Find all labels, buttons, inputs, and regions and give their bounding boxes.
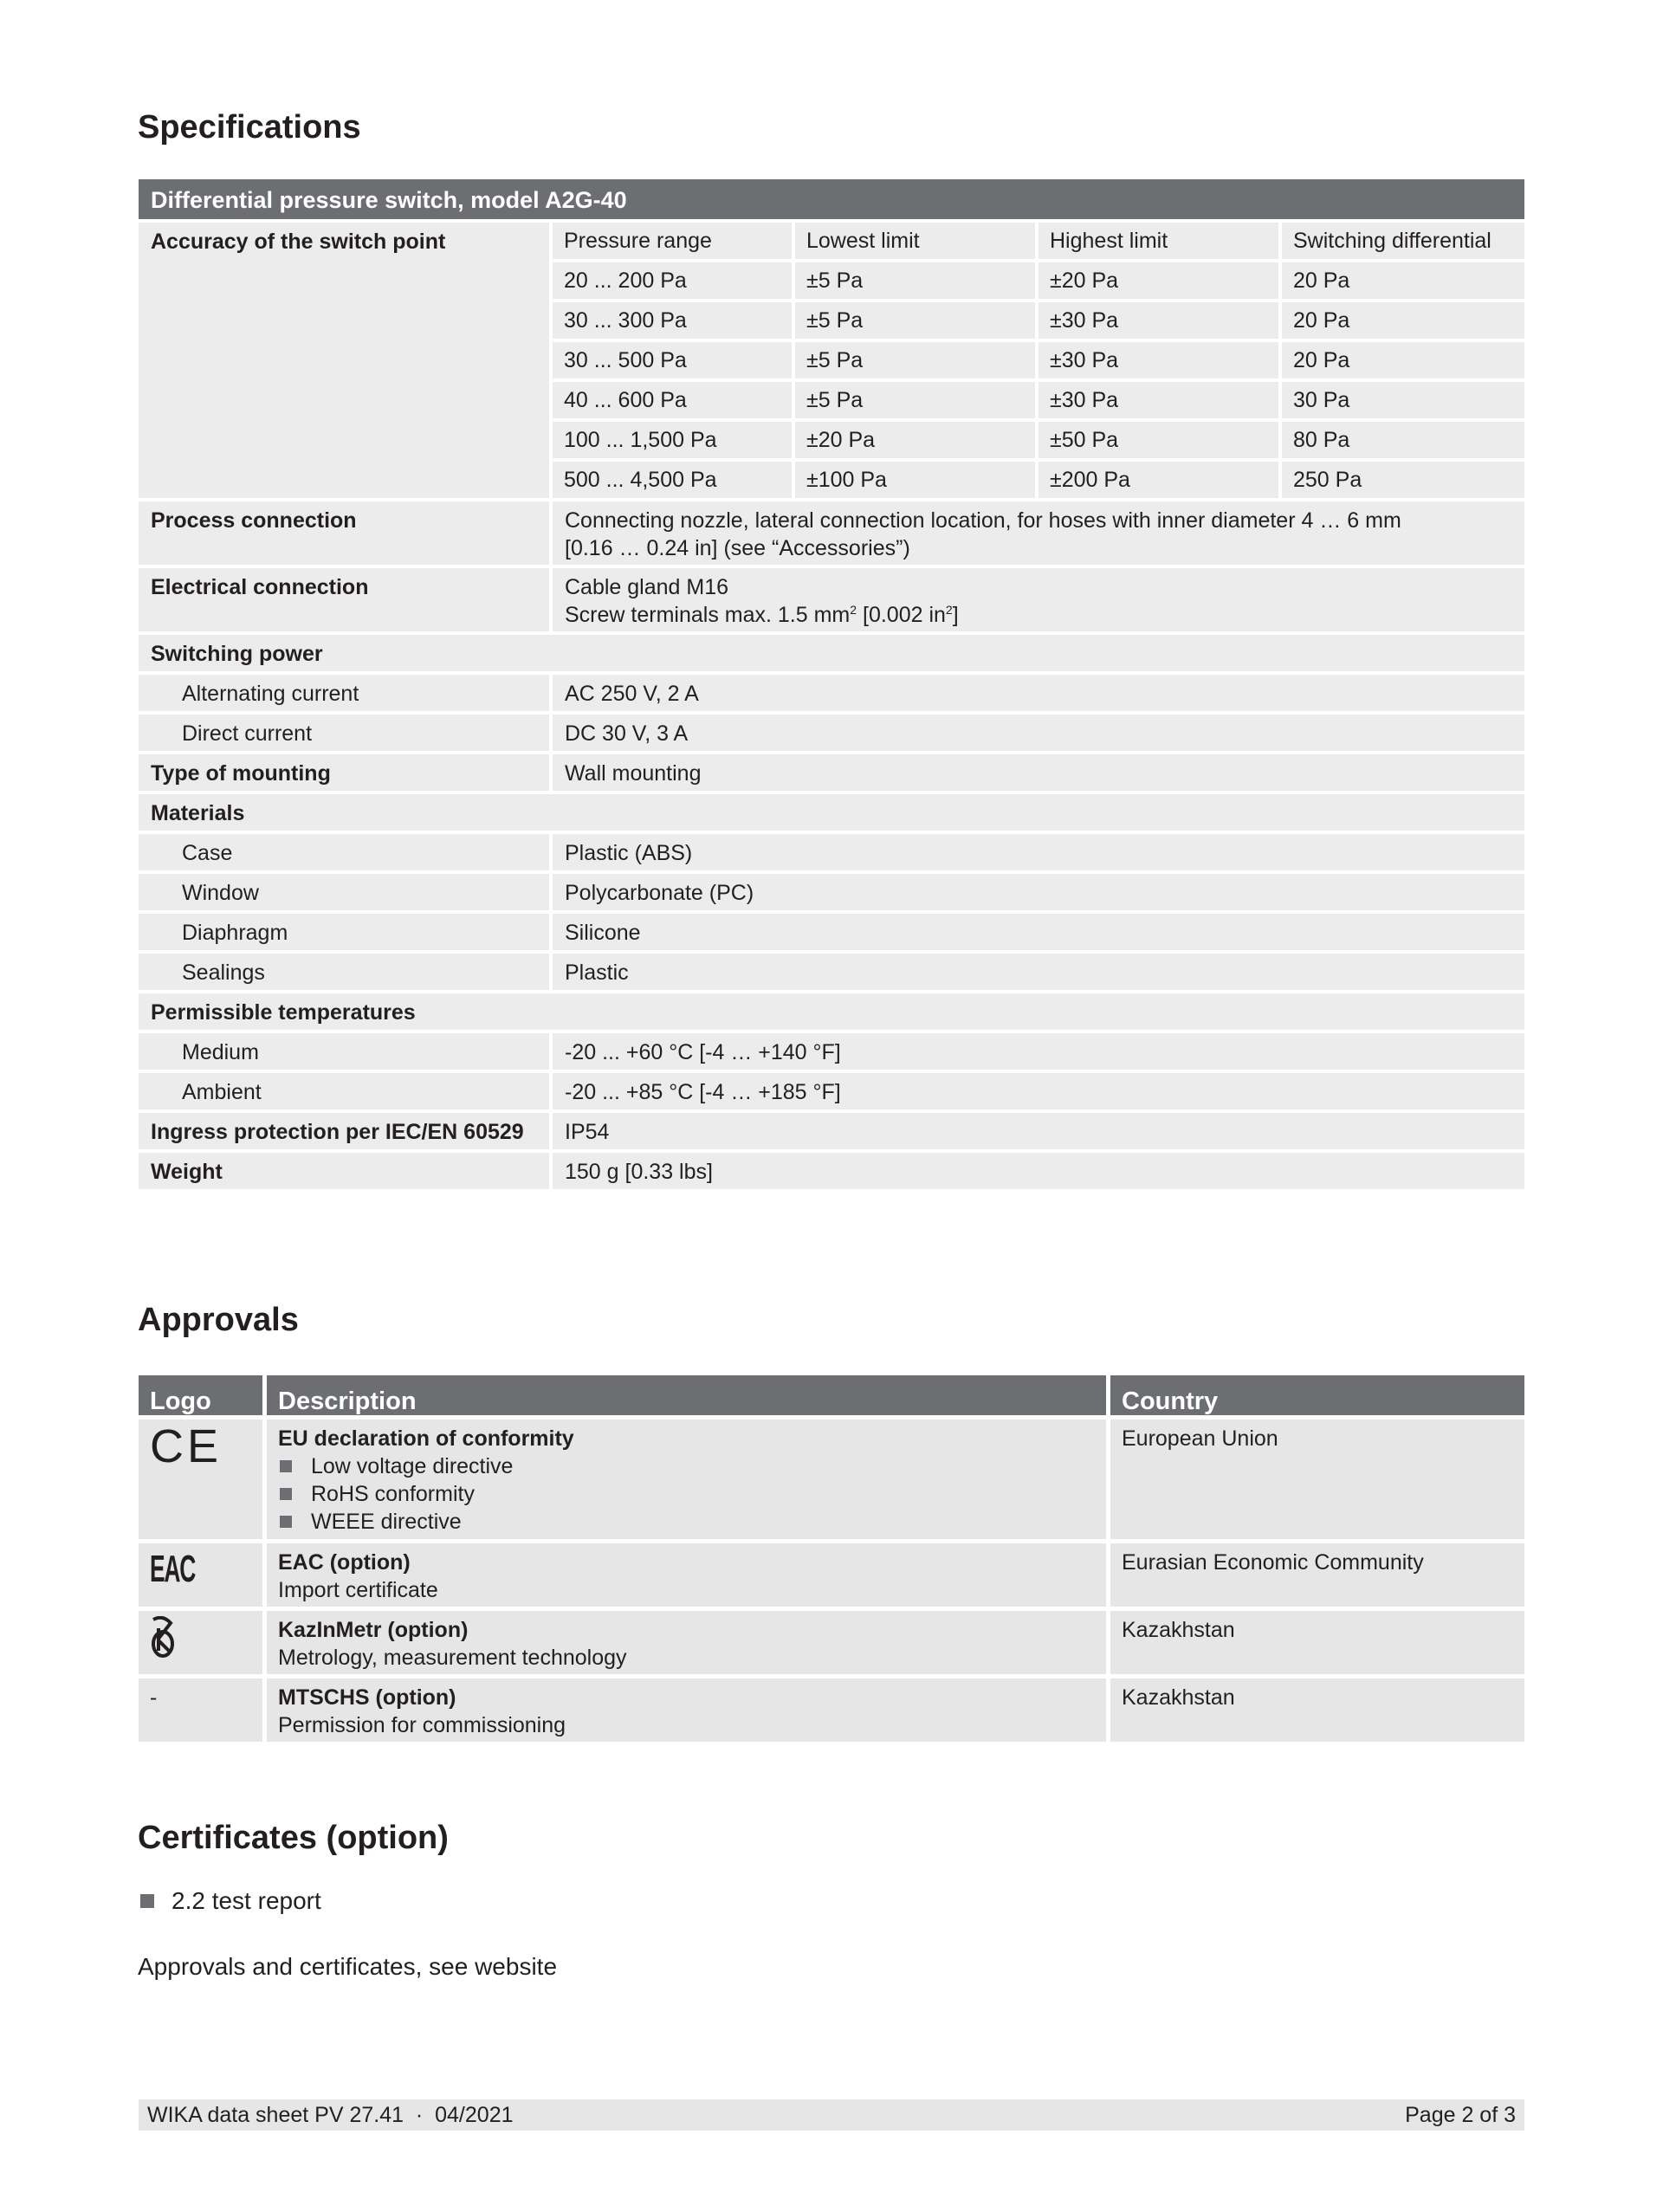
- ambient-temperature-row: [139, 1073, 1524, 1109]
- material-row: [139, 874, 1524, 910]
- bullet-item: [278, 1452, 1095, 1480]
- approval-subtitle: Metrology, measurement technology: [278, 1646, 627, 1670]
- table-row: [553, 262, 1524, 299]
- table-cell: ±30 Pa: [1039, 342, 1278, 378]
- approval-row: [139, 1543, 1524, 1607]
- accuracy-grid: [553, 223, 1524, 498]
- table-cell: ±30 Pa: [1039, 382, 1278, 418]
- table-row: [553, 302, 1524, 339]
- mounting-row: [139, 754, 1524, 791]
- table-cell: 20 Pa: [1282, 342, 1524, 378]
- table-title: Differential pressure switch, model A2G-40: [139, 179, 1524, 219]
- medium-temperature-row: [139, 1033, 1524, 1070]
- electrical-connection-value: [553, 568, 1524, 631]
- materials-label: Materials: [139, 794, 1524, 831]
- material-value: Silicone: [553, 914, 1524, 950]
- approval-title: EU declaration of conformity: [278, 1426, 574, 1451]
- superscript: 2: [850, 603, 857, 617]
- approval-subtitle: Permission for commissioning: [278, 1713, 566, 1737]
- table-cell: 100 ... 1,500 Pa: [553, 422, 792, 458]
- ce-mark-icon: CE: [150, 1420, 223, 1472]
- accuracy-header-row: [553, 223, 1524, 259]
- table-cell: ±30 Pa: [1039, 302, 1278, 339]
- approval-row: [139, 1420, 1524, 1539]
- material-value: Plastic (ABS): [553, 834, 1524, 870]
- square-bullet-icon: [280, 1488, 292, 1500]
- table-cell: 30 ... 300 Pa: [553, 302, 792, 339]
- table-row: [553, 462, 1524, 498]
- table-row: [553, 382, 1524, 418]
- electrical-connection-line: [565, 601, 1512, 629]
- ingress-protection-value: IP54: [553, 1113, 1524, 1149]
- table-cell: 20 ... 200 Pa: [553, 262, 792, 299]
- specifications-heading: Specifications: [138, 109, 361, 146]
- country-cell: European Union: [1110, 1420, 1524, 1539]
- mounting-label: Type of mounting: [139, 754, 549, 791]
- logo-cell: [139, 1611, 262, 1674]
- alternating-current-value: AC 250 V, 2 A: [553, 675, 1524, 711]
- electrical-connection-row: [139, 568, 1524, 631]
- mounting-value: Wall mounting: [553, 754, 1524, 791]
- column-header-country: Country: [1110, 1375, 1524, 1415]
- process-connection-row: [139, 501, 1524, 565]
- electrical-connection-label: Electrical connection: [139, 568, 549, 631]
- material-row: [139, 914, 1524, 950]
- specifications-table: [139, 179, 1524, 1189]
- table-cell: 250 Pa: [1282, 462, 1524, 498]
- process-connection-line: Connecting nozzle, lateral connection location, for hoses with inner diameter 4 … 6 mm: [565, 508, 1401, 533]
- page-footer: [139, 2099, 1524, 2131]
- weight-label: Weight: [139, 1153, 549, 1189]
- approvals-heading: Approvals: [138, 1302, 299, 1338]
- approval-title: MTSCHS (option): [278, 1685, 456, 1710]
- ambient-value: -20 ... +85 °C [-4 … +185 °F]: [553, 1073, 1524, 1109]
- temperatures-label: Permissible temperatures: [139, 993, 1524, 1030]
- ambient-label: Ambient: [139, 1073, 549, 1109]
- approval-title: KazInMetr (option): [278, 1618, 469, 1642]
- column-header-logo: Logo: [139, 1375, 262, 1415]
- material-label: Case: [139, 834, 549, 870]
- table-cell: 40 ... 600 Pa: [553, 382, 792, 418]
- table-cell: 30 Pa: [1282, 382, 1524, 418]
- process-connection-value: [553, 501, 1524, 565]
- certificate-item: [140, 1887, 321, 1915]
- kazinmetr-mark-icon: [150, 1616, 176, 1659]
- country-cell: Eurasian Economic Community: [1110, 1543, 1524, 1607]
- table-cell: ±5 Pa: [795, 302, 1035, 339]
- eac-mark-icon: EAC: [150, 1548, 196, 1590]
- process-connection-line: [0.16 … 0.24 in] (see “Accessories”): [565, 536, 910, 560]
- temperatures-group-row: [139, 993, 1524, 1030]
- table-row: [553, 422, 1524, 458]
- material-value: Plastic: [553, 954, 1524, 990]
- approvals-table: [139, 1375, 1524, 1742]
- direct-current-value: DC 30 V, 3 A: [553, 715, 1524, 751]
- description-cell: [267, 1611, 1106, 1674]
- country-cell: Kazakhstan: [1110, 1611, 1524, 1674]
- medium-label: Medium: [139, 1033, 549, 1070]
- text-span: Screw terminals max. 1.5 mm: [565, 603, 851, 627]
- switching-power-group-row: [139, 635, 1524, 671]
- table-cell: ±5 Pa: [795, 342, 1035, 378]
- ingress-protection-label: Ingress protection per IEC/EN 60529: [139, 1113, 549, 1149]
- bullet-text: Low voltage directive: [311, 1454, 514, 1478]
- square-bullet-icon: [280, 1516, 292, 1528]
- approval-subtitle: Import certificate: [278, 1578, 438, 1602]
- materials-group-row: [139, 794, 1524, 831]
- column-header-description: Description: [267, 1375, 1106, 1415]
- table-cell: 80 Pa: [1282, 422, 1524, 458]
- material-row: [139, 834, 1524, 870]
- direct-current-row: [139, 715, 1524, 751]
- electrical-connection-line: Cable gland M16: [565, 575, 729, 599]
- ingress-protection-row: [139, 1113, 1524, 1149]
- certificate-text: 2.2 test report: [171, 1887, 321, 1914]
- alternating-current-label: Alternating current: [139, 675, 549, 711]
- table-cell: 20 Pa: [1282, 302, 1524, 339]
- material-value: Polycarbonate (PC): [553, 874, 1524, 910]
- logo-cell: -: [139, 1678, 262, 1742]
- approvals-header-row: [139, 1375, 1524, 1415]
- accuracy-label: Accuracy of the switch point: [139, 223, 549, 498]
- table-cell: 20 Pa: [1282, 262, 1524, 299]
- column-header: Switching differential: [1282, 223, 1524, 259]
- table-cell: ±100 Pa: [795, 462, 1035, 498]
- table-cell: ±5 Pa: [795, 382, 1035, 418]
- column-header: Pressure range: [553, 223, 792, 259]
- text-span: ]: [952, 603, 959, 627]
- direct-current-label: Direct current: [139, 715, 549, 751]
- approval-title: EAC (option): [278, 1550, 411, 1575]
- medium-value: -20 ... +60 °C [-4 … +140 °F]: [553, 1033, 1524, 1070]
- logo-cell: [139, 1420, 262, 1539]
- weight-row: [139, 1153, 1524, 1189]
- square-bullet-icon: [140, 1894, 154, 1908]
- table-cell: ±200 Pa: [1039, 462, 1278, 498]
- switching-power-label: Switching power: [139, 635, 1524, 671]
- footer-document-id: WIKA data sheet PV 27.41 · 04/2021: [147, 2102, 514, 2127]
- logo-cell: [139, 1543, 262, 1607]
- table-cell: 30 ... 500 Pa: [553, 342, 792, 378]
- bullet-text: WEEE directive: [311, 1510, 462, 1534]
- footer-page-number: Page 2 of 3: [1405, 2102, 1516, 2127]
- material-label: Diaphragm: [139, 914, 549, 950]
- square-bullet-icon: [280, 1460, 292, 1472]
- material-row: [139, 954, 1524, 990]
- approval-row: [139, 1678, 1524, 1742]
- text-span: [0.002 in: [857, 603, 946, 627]
- table-row: [553, 342, 1524, 378]
- approval-row: [139, 1611, 1524, 1674]
- country-cell: Kazakhstan: [1110, 1678, 1524, 1742]
- material-label: Window: [139, 874, 549, 910]
- column-header: Lowest limit: [795, 223, 1035, 259]
- alternating-current-row: [139, 675, 1524, 711]
- bullet-item: [278, 1508, 1095, 1536]
- description-cell: [267, 1543, 1106, 1607]
- table-cell: 500 ... 4,500 Pa: [553, 462, 792, 498]
- accuracy-row: [139, 223, 1524, 498]
- weight-value: 150 g [0.33 lbs]: [553, 1153, 1524, 1189]
- bullet-item: [278, 1480, 1095, 1508]
- table-cell: ±50 Pa: [1039, 422, 1278, 458]
- superscript: 2: [945, 603, 953, 617]
- material-label: Sealings: [139, 954, 549, 990]
- description-cell: [267, 1678, 1106, 1742]
- table-cell: ±5 Pa: [795, 262, 1035, 299]
- table-cell: ±20 Pa: [795, 422, 1035, 458]
- certificates-note: Approvals and certificates, see website: [138, 1953, 558, 1980]
- column-header: Highest limit: [1039, 223, 1278, 259]
- process-connection-label: Process connection: [139, 501, 549, 565]
- table-cell: ±20 Pa: [1039, 262, 1278, 299]
- certificates-heading: Certificates (option): [138, 1820, 449, 1856]
- description-cell: [267, 1420, 1106, 1539]
- bullet-text: RoHS conformity: [311, 1482, 475, 1506]
